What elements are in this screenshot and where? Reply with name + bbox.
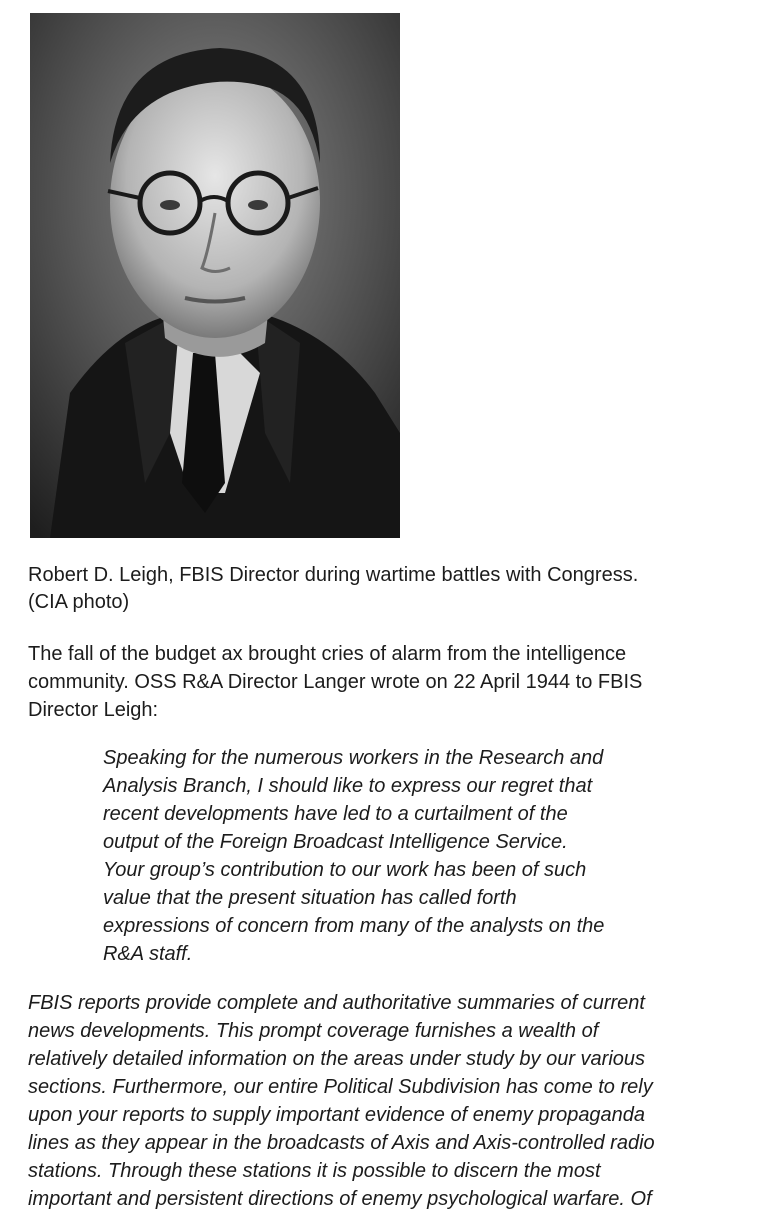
quote-line: stations. Through these stations it is possible to discern the most (28, 1160, 601, 1182)
quote-line: Speaking for the numerous workers in the Research and (103, 747, 604, 769)
caption-line: Robert D. Leigh, FBIS Director during wartime battles with Congress. (28, 564, 639, 586)
quote-line: Analysis Branch, I should like to express our regret that (103, 775, 593, 797)
quote-line: Your group’s contribution to our work has been of such (103, 859, 587, 881)
quote-line: expressions of concern from many of the analysts on the (103, 915, 605, 937)
intro-paragraph (28, 640, 748, 724)
paragraph-line: community. OSS R&A Director Langer wrote on 22 April 1944 to FBIS (28, 671, 643, 693)
quote-line: output of the Foreign Broadcast Intelligence Service. (103, 831, 568, 853)
caption-line: (CIA photo) (28, 591, 130, 613)
quote-line: R&A staff. (103, 943, 193, 965)
block-quote-2 (28, 989, 748, 1213)
quote-line: relatively detailed information on the areas under study by our various (28, 1048, 646, 1070)
paragraph-line: The fall of the budget ax brought cries of alarm from the intelligence (28, 643, 627, 665)
quote-line: upon your reports to supply important evidence of enemy propaganda (28, 1104, 646, 1126)
portrait-photo (30, 13, 400, 538)
quote-line: news developments. This prompt coverage furnishes a wealth of (28, 1020, 599, 1042)
quote-line: sections. Furthermore, our entire Political Subdivision has come to rely (28, 1076, 653, 1098)
quote-line: lines as they appear in the broadcasts of Axis and Axis-controlled radio (28, 1132, 655, 1154)
quote-line: value that the present situation has called forth (103, 887, 517, 909)
block-quote-1 (103, 744, 703, 968)
paragraph-line: Director Leigh: (28, 699, 159, 721)
quote-line: FBIS reports provide complete and authoritative summaries of current (28, 992, 645, 1014)
quote-line: recent developments have led to a curtailment of the (103, 803, 568, 825)
portrait-image (30, 13, 400, 538)
photo-caption (28, 562, 748, 616)
quote-line: important and persistent directions of enemy psychological warfare. Of (28, 1188, 652, 1210)
